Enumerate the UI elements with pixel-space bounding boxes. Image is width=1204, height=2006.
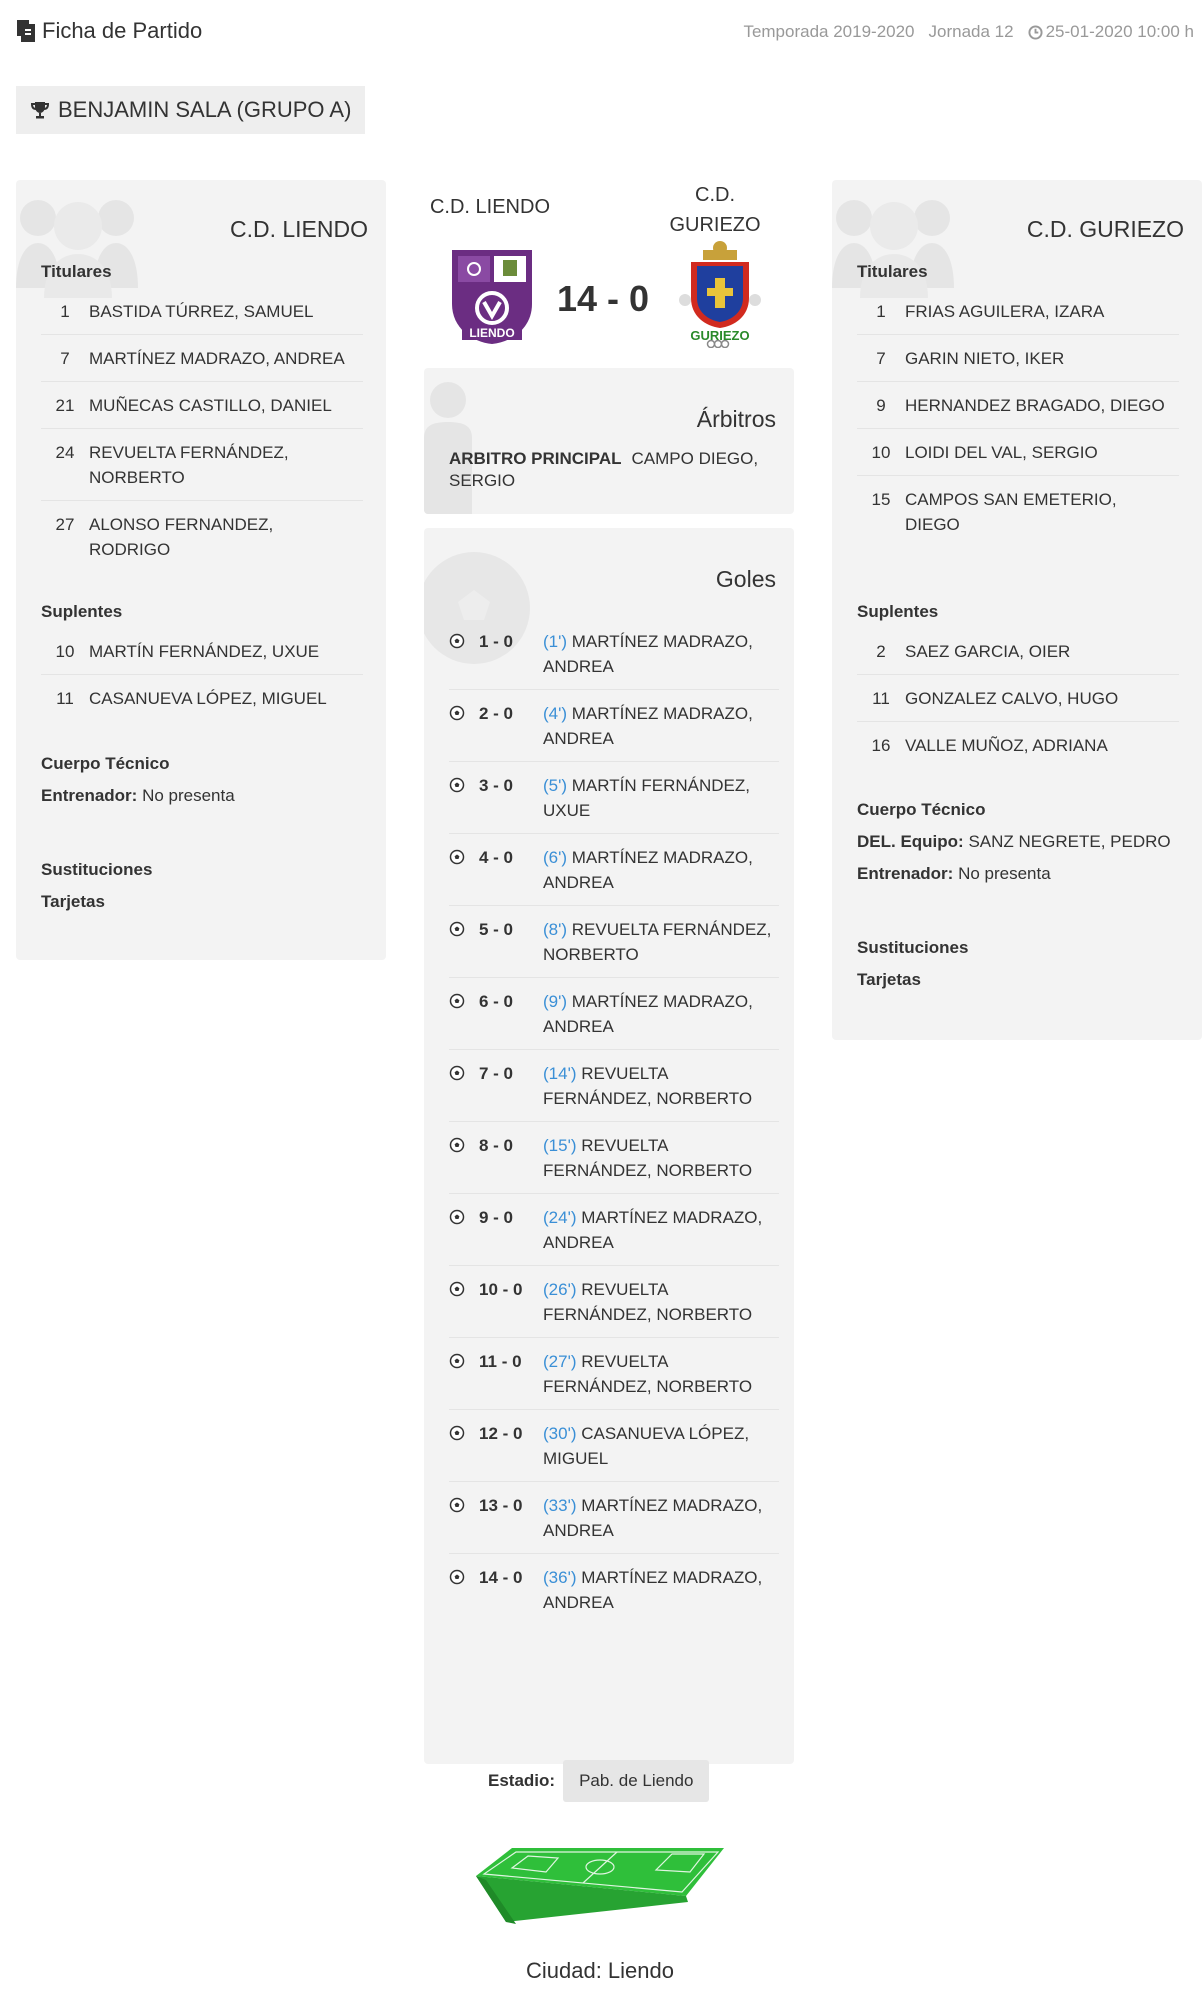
away-crest-text: GURIEZO bbox=[690, 328, 750, 343]
referees-panel bbox=[424, 368, 794, 514]
goal-score: 10 - 0 bbox=[479, 1280, 523, 1299]
goals-list bbox=[449, 618, 779, 1625]
away-name-line2: GURIEZO bbox=[669, 214, 761, 236]
home-team-panel bbox=[16, 180, 386, 960]
away-delegate-line bbox=[857, 832, 1171, 852]
person-icon bbox=[424, 378, 484, 514]
goal-minute-link[interactable]: (4') bbox=[543, 704, 568, 723]
goal-player: REVUELTA FERNÁNDEZ, NORBERTO bbox=[543, 1280, 753, 1324]
player-name: MARTÍNEZ MADRAZO, ANDREA bbox=[89, 349, 345, 368]
goal-player: REVUELTA FERNÁNDEZ, NORBERTO bbox=[543, 1352, 753, 1396]
goal-minute-link[interactable]: (14') bbox=[543, 1064, 577, 1083]
goal-row bbox=[449, 1193, 779, 1265]
goal-description bbox=[543, 1205, 779, 1255]
referee-role: ARBITRO PRINCIPAL bbox=[449, 449, 622, 468]
home-staff-label: Cuerpo Técnico bbox=[41, 754, 170, 773]
player-row bbox=[857, 288, 1179, 334]
player-name: CASANUEVA LÓPEZ, MIGUEL bbox=[89, 689, 327, 708]
goal-row bbox=[449, 761, 779, 833]
goal-row bbox=[449, 1409, 779, 1481]
player-number: 1 bbox=[876, 302, 886, 321]
player-name: GARIN NIETO, IKER bbox=[905, 349, 1065, 368]
home-titulares-label: Titulares bbox=[41, 262, 112, 281]
competition-name: BENJAMIN SALA (GRUPO A) bbox=[58, 97, 352, 122]
player-name: MARTÍN FERNÁNDEZ, UXUE bbox=[89, 642, 320, 661]
player-row bbox=[41, 428, 363, 500]
goal-description bbox=[543, 1493, 779, 1543]
goal-player: MARTÍNEZ MADRAZO, ANDREA bbox=[543, 632, 753, 676]
player-number: 7 bbox=[60, 349, 70, 368]
player-name: MUÑECAS CASTILLO, DANIEL bbox=[89, 396, 332, 415]
player-number: 11 bbox=[872, 689, 890, 708]
player-number: 24 bbox=[55, 443, 75, 462]
goal-player: MARTÍNEZ MADRAZO, ANDREA bbox=[543, 704, 753, 748]
goal-score: 11 - 0 bbox=[479, 1352, 522, 1371]
stadium-label: Estadio: bbox=[488, 1771, 556, 1790]
goal-row bbox=[449, 1481, 779, 1553]
goal-minute-link[interactable]: (36') bbox=[543, 1568, 577, 1587]
coach-label: Entrenador: bbox=[857, 864, 954, 883]
goal-description bbox=[543, 1565, 779, 1615]
player-row bbox=[857, 674, 1179, 721]
match-score: 14 - 0 bbox=[556, 278, 650, 319]
goal-minute-link[interactable]: (6') bbox=[543, 848, 568, 867]
goal-row bbox=[449, 977, 779, 1049]
home-crest-text: LIENDO bbox=[469, 326, 515, 340]
soccer-ball-icon bbox=[449, 629, 479, 679]
goal-description bbox=[543, 701, 779, 751]
player-number: 21 bbox=[55, 396, 75, 415]
soccer-ball-icon bbox=[449, 1061, 479, 1111]
player-row bbox=[41, 288, 363, 334]
home-cards-label: Tarjetas bbox=[41, 892, 105, 911]
goal-row bbox=[449, 905, 779, 977]
goal-description bbox=[543, 845, 779, 895]
player-name: HERNANDEZ BRAGADO, DIEGO bbox=[905, 396, 1165, 415]
soccer-ball-icon bbox=[449, 1133, 479, 1183]
goal-score: 8 - 0 bbox=[479, 1136, 514, 1155]
datetime-label bbox=[1028, 22, 1194, 42]
goal-description bbox=[543, 989, 779, 1039]
player-name: BASTIDA TÚRREZ, SAMUEL bbox=[89, 302, 314, 321]
goal-description bbox=[543, 917, 779, 967]
player-row bbox=[857, 721, 1179, 768]
away-team-name: C.D. GURIEZO bbox=[1026, 216, 1184, 242]
away-suplentes-label: Suplentes bbox=[857, 602, 939, 621]
goal-description bbox=[543, 1349, 779, 1399]
player-number: 1 bbox=[60, 302, 70, 321]
player-name: REVUELTA FERNÁNDEZ, NORBERTO bbox=[89, 443, 289, 487]
player-name: ALONSO FERNANDEZ, RODRIGO bbox=[89, 515, 274, 559]
coach-value: No presenta bbox=[142, 786, 235, 805]
clock-icon bbox=[1028, 25, 1043, 40]
goal-player: CASANUEVA LÓPEZ, MIGUEL bbox=[543, 1424, 750, 1468]
trophy-icon bbox=[30, 100, 50, 120]
goal-description bbox=[543, 1133, 779, 1183]
goal-minute-link[interactable]: (1') bbox=[543, 632, 568, 651]
goal-row bbox=[449, 1553, 779, 1625]
player-row bbox=[857, 334, 1179, 381]
coach-value: No presenta bbox=[958, 864, 1051, 883]
soccer-ball-icon bbox=[449, 1565, 479, 1615]
match-meta bbox=[743, 22, 1194, 42]
goal-player: MARTÍNEZ MADRAZO, ANDREA bbox=[543, 1208, 763, 1252]
referees-title: Árbitros bbox=[696, 406, 776, 432]
stadium-info bbox=[488, 1760, 709, 1802]
goal-minute-link[interactable]: (24') bbox=[543, 1208, 577, 1227]
home-subs-label: Sustituciones bbox=[41, 860, 153, 879]
goal-score: 12 - 0 bbox=[479, 1424, 523, 1443]
soccer-ball-icon bbox=[449, 1277, 479, 1327]
goal-row bbox=[449, 1049, 779, 1121]
goal-score: 3 - 0 bbox=[479, 776, 514, 795]
away-titulares-list bbox=[857, 288, 1179, 547]
goal-player: REVUELTA FERNÁNDEZ, NORBERTO bbox=[543, 1136, 753, 1180]
player-number: 16 bbox=[871, 736, 891, 755]
soccer-ball-icon bbox=[449, 1349, 479, 1399]
goal-minute-link[interactable]: (30') bbox=[543, 1424, 577, 1443]
goal-minute-link[interactable]: (8') bbox=[543, 920, 568, 939]
soccer-ball-icon bbox=[449, 845, 479, 895]
away-cards-label: Tarjetas bbox=[857, 970, 921, 989]
round-label: Jornada 12 bbox=[928, 22, 1014, 41]
goal-row bbox=[449, 833, 779, 905]
goal-score: 5 - 0 bbox=[479, 920, 514, 939]
goal-score: 7 - 0 bbox=[479, 1064, 514, 1083]
player-number: 10 bbox=[871, 443, 891, 462]
city-label: Ciudad: Liendo bbox=[525, 1958, 674, 1983]
home-team-name: C.D. LIENDO bbox=[229, 216, 368, 242]
goal-minute-link[interactable]: (26') bbox=[543, 1280, 577, 1299]
goal-description bbox=[543, 629, 779, 679]
soccer-ball-icon bbox=[449, 1493, 479, 1543]
soccer-ball-icon bbox=[449, 701, 479, 751]
referee-entry bbox=[449, 448, 776, 492]
document-icon bbox=[16, 19, 36, 43]
goal-minute-link[interactable]: (5') bbox=[543, 776, 568, 795]
referee-name: CAMPO DIEGO, SERGIO bbox=[449, 449, 759, 490]
goal-minute-link[interactable]: (15') bbox=[543, 1136, 577, 1155]
away-staff-label: Cuerpo Técnico bbox=[857, 800, 986, 819]
goal-description bbox=[543, 1061, 779, 1111]
away-name-line1: C.D. bbox=[695, 184, 735, 206]
goal-score: 4 - 0 bbox=[479, 848, 514, 867]
player-name: SAEZ GARCIA, OIER bbox=[905, 642, 1071, 661]
goal-row bbox=[449, 618, 779, 689]
away-titulares-label: Titulares bbox=[857, 262, 928, 281]
goal-description bbox=[543, 773, 779, 823]
goal-minute-link[interactable]: (27') bbox=[543, 1352, 577, 1371]
player-number: 27 bbox=[55, 515, 75, 534]
goal-player: REVUELTA FERNÁNDEZ, NORBERTO bbox=[543, 920, 772, 964]
player-name: VALLE MUÑOZ, ADRIANA bbox=[905, 736, 1108, 755]
page-title: Ficha de Partido bbox=[42, 18, 203, 43]
goal-player: MARTÍNEZ MADRAZO, ANDREA bbox=[543, 992, 753, 1036]
player-number: 7 bbox=[876, 349, 886, 368]
goals-title: Goles bbox=[715, 566, 776, 592]
goal-player: MARTÍNEZ MADRAZO, ANDREA bbox=[543, 848, 753, 892]
goal-score: 13 - 0 bbox=[479, 1496, 523, 1515]
home-coach-line bbox=[41, 786, 235, 806]
goal-score: 14 - 0 bbox=[479, 1568, 523, 1587]
goal-score: 9 - 0 bbox=[479, 1208, 514, 1227]
soccer-ball-icon bbox=[449, 917, 479, 967]
season-label: Temporada 2019-2020 bbox=[743, 22, 915, 41]
home-suplentes-list bbox=[41, 628, 363, 721]
delegate-label: DEL. Equipo: bbox=[857, 832, 964, 851]
stadium-name: Pab. de Liendo bbox=[563, 1760, 709, 1802]
soccer-ball-icon bbox=[449, 1421, 479, 1471]
player-row bbox=[41, 674, 363, 721]
goal-minute-link[interactable]: (9') bbox=[543, 992, 568, 1011]
player-number: 15 bbox=[871, 490, 891, 509]
player-row bbox=[857, 428, 1179, 475]
goal-row bbox=[449, 1121, 779, 1193]
goal-score: 2 - 0 bbox=[479, 704, 514, 723]
player-row bbox=[857, 381, 1179, 428]
player-row bbox=[41, 628, 363, 674]
delegate-value: SANZ NEGRETE, PEDRO bbox=[968, 832, 1171, 851]
page-header bbox=[16, 18, 202, 44]
away-coach-line bbox=[857, 864, 1051, 884]
goal-row bbox=[449, 1265, 779, 1337]
player-number: 11 bbox=[56, 689, 74, 708]
goal-minute-link[interactable]: (33') bbox=[543, 1496, 577, 1515]
goal-player: MARTÍNEZ MADRAZO, ANDREA bbox=[543, 1568, 763, 1612]
soccer-ball-icon bbox=[449, 1205, 479, 1255]
player-row bbox=[41, 500, 363, 572]
goals-panel bbox=[424, 528, 794, 1764]
goal-player: MARTÍN FERNÁNDEZ, UXUE bbox=[543, 776, 750, 820]
goal-description bbox=[543, 1421, 779, 1471]
match-home-name: C.D. LIENDO bbox=[429, 196, 551, 218]
soccer-pitch-icon bbox=[476, 1846, 726, 1926]
soccer-ball-icon bbox=[449, 773, 479, 823]
player-row bbox=[41, 334, 363, 381]
goal-description bbox=[543, 1277, 779, 1327]
goal-row bbox=[449, 689, 779, 761]
away-subs-label: Sustituciones bbox=[857, 938, 969, 957]
goal-row bbox=[449, 1337, 779, 1409]
player-name: FRIAS AGUILERA, IZARA bbox=[905, 302, 1105, 321]
goal-score: 1 - 0 bbox=[479, 632, 514, 651]
home-suplentes-label: Suplentes bbox=[41, 602, 123, 621]
match-away-name bbox=[650, 180, 780, 240]
home-titulares-list bbox=[41, 288, 363, 572]
player-name: CAMPOS SAN EMETERIO, DIEGO bbox=[905, 490, 1117, 534]
soccer-ball-icon bbox=[449, 989, 479, 1039]
player-number: 10 bbox=[55, 642, 75, 661]
coach-label: Entrenador: bbox=[41, 786, 138, 805]
away-team-panel bbox=[832, 180, 1202, 1040]
goal-player: REVUELTA FERNÁNDEZ, NORBERTO bbox=[543, 1064, 753, 1108]
player-row bbox=[857, 628, 1179, 674]
datetime-value: 25-01-2020 10:00 h bbox=[1045, 22, 1194, 41]
goal-player: MARTÍNEZ MADRAZO, ANDREA bbox=[543, 1496, 763, 1540]
player-name: GONZALEZ CALVO, HUGO bbox=[905, 689, 1119, 708]
competition-badge bbox=[16, 86, 365, 134]
player-number: 9 bbox=[876, 396, 886, 415]
player-number: 2 bbox=[876, 642, 886, 661]
player-row bbox=[41, 381, 363, 428]
goal-score: 6 - 0 bbox=[479, 992, 514, 1011]
away-suplentes-list bbox=[857, 628, 1179, 768]
player-name: LOIDI DEL VAL, SERGIO bbox=[905, 443, 1098, 462]
player-row bbox=[857, 475, 1179, 547]
